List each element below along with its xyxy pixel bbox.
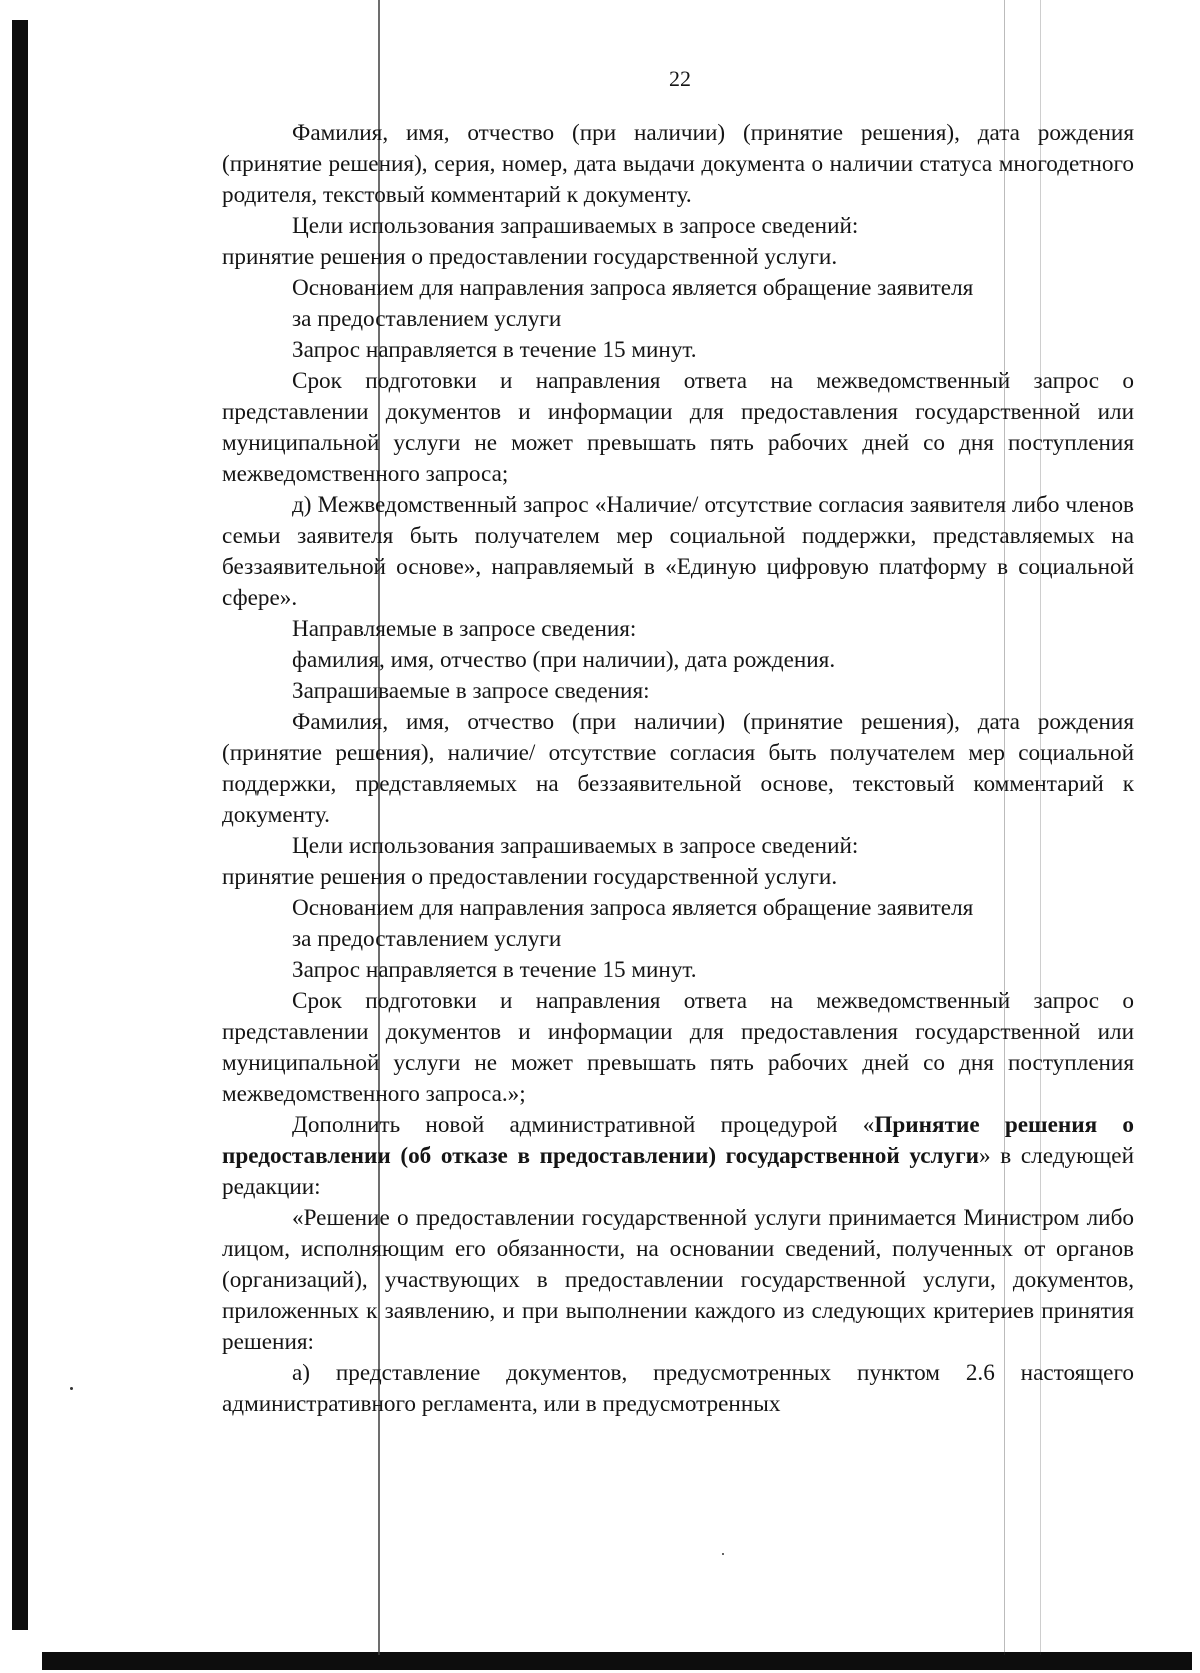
paragraph: Запрос направляется в течение 15 минут. [292,337,697,363]
paragraph: а) представление документов, предусмотренных пунктом 2.6 настоящего административного регламента, или в предусмотренных [222,1360,1134,1417]
paragraph: Основанием для направления запроса является обращение заявителя [292,895,974,921]
paragraph [222,1110,1134,1203]
page-number: 22 [669,66,691,91]
paragraph: Направляемые в запросе сведения: [292,616,637,642]
paragraph: Цели использования запрашиваемых в запросе сведений: [292,213,859,239]
procedure-title-bold: Принятие решения о предоставлении (об отказе в предоставлении) государственной услуги [222,1112,1134,1169]
paragraph: Запрос направляется в течение 15 минут. [292,957,697,983]
paragraph: Запрашиваемые в запросе сведения: [292,678,650,704]
scan-speck [70,1387,73,1390]
paragraph: «Решение о предоставлении государственной услуги принимается Министром либо лицом, исполняющим его обязанности, на основании сведений, полученных от органов (организаций), участвующих в предоставлении государственной услуги, документов, приложенных к заявлению, и при выполнении каждого из следующих критериев принятия решения: [222,1205,1134,1355]
paragraph: Срок подготовки и направления ответа на межведомственный запрос о представлении документов и информации для предоставления государственной или муниципальной услуги не может превышать пять рабочих дней со дня поступления межведомственного запроса.»; [222,988,1134,1107]
paragraph: за предоставлением услуги [292,926,562,952]
paragraph: Срок подготовки и направления ответа на межведомственный запрос о представлении документов и информации для предоставления государственной или муниципальной услуги не может превышать пять рабочих дней со дня поступления межведомственного запроса; [222,368,1134,487]
scan-shadow-bottom [42,1652,1192,1670]
paragraph: Основанием для направления запроса является обращение заявителя [292,275,974,301]
paragraph: принятие решения о предоставлении государственной услуги. [222,864,838,890]
document-body [222,118,1134,1420]
paragraph: Фамилия, имя, отчество (при наличии) (принятие решения), дата рождения (принятие решения), серия, номер, дата выдачи документа о наличии статуса многодетного родителя, текстовый комментарий к документу. [222,120,1134,208]
paragraph: принятие решения о предоставлении государственной услуги. [222,244,838,270]
paragraph: фамилия, имя, отчество (при наличии), дата рождения. [292,647,836,673]
paragraph: за предоставлением услуги [292,306,562,332]
paragraph-text: Дополнить новой административной процедурой « [292,1112,875,1138]
paragraph: Цели использования запрашиваемых в запросе сведений: [292,833,859,859]
paragraph: д) Межведомственный запрос «Наличие/ отсутствие согласия заявителя либо членов семьи заявителя быть получателем мер социальной поддержки, представляемых на беззаявительной основе», направляемый в «Единую цифровую платформу в социальной сфере». [222,492,1134,611]
scan-speck [722,1553,724,1555]
scan-shadow-left [12,20,28,1630]
paragraph-text: » в следующей редакции: [222,1143,1134,1200]
paragraph: Фамилия, имя, отчество (при наличии) (принятие решения), дата рождения (принятие решения), наличие/ отсутствие согласия быть получателем мер социальной поддержки, представляемых на беззаявительной основе, текстовый комментарий к документу. [222,709,1134,828]
